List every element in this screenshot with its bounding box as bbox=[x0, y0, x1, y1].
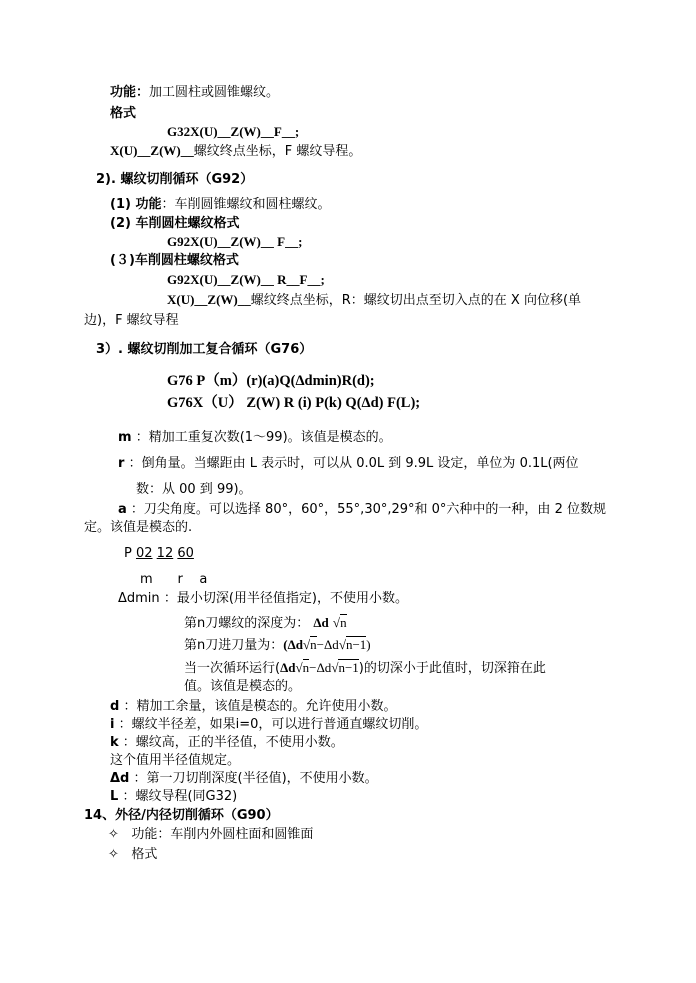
param-r: r ：倒角量。当螺距由 L 表示时，可以从 0.0L 到 9.9L 设定，单位为 0.1L(两位 bbox=[118, 456, 579, 471]
g92-coords-note-cont: 边)，F 螺纹导程 bbox=[84, 313, 179, 328]
param-d: d ：精加工余量，该值是模态的。允许使用小数。 bbox=[110, 699, 397, 714]
formula-clamp-cont: 值。该值是模态的。 bbox=[184, 679, 302, 694]
param-a: a ：刀尖角度。可以选择 80°，60°，55°,30°,29°和 0°六种中的一种，由 2 位数规 bbox=[118, 502, 606, 517]
section-heading-g90: 14、外径/内径切削循环（G90） bbox=[84, 808, 279, 823]
g32-coords-note: X(U)__Z(W)__螺纹终点坐标，F 螺纹导程。 bbox=[110, 143, 362, 159]
g76-format-2: G76X（U） Z(W) R (i) P(k) Q(Δd) F(L); bbox=[167, 395, 421, 411]
section-heading-g92: 2). 螺纹切削循环（G92） bbox=[96, 172, 254, 187]
g90-function: ✧ 功能：车削内外圆柱面和圆锥面 bbox=[108, 827, 314, 842]
param-k-cont: 这个值用半径值规定。 bbox=[110, 753, 241, 768]
diamond-bullet-icon: ✧ bbox=[108, 827, 119, 842]
g32-format: G32X(U)__Z(W)__F__; bbox=[167, 124, 300, 139]
function-line: 功能：加工圆柱或圆锥螺纹。 bbox=[110, 85, 280, 100]
param-m: m ：精加工重复次数(1～99)。该值是模态的。 bbox=[118, 430, 392, 445]
g92-format-2: G92X(U)__Z(W)__ R__F__; bbox=[167, 272, 325, 287]
g76-format-1: G76 P（m）(r)(a)Q(Δdmin)R(d); bbox=[167, 373, 375, 389]
diamond-bullet-icon: ✧ bbox=[108, 847, 119, 862]
formula-depth: 第n刀螺纹的深度为： Δd √n bbox=[184, 615, 347, 631]
g92-subheading-3: (３)车削圆柱螺纹格式 bbox=[110, 253, 239, 268]
param-delta-d: Δd ：第一刀切削深度(半径值)，不使用小数。 bbox=[110, 771, 378, 786]
param-l: L ：螺纹导程(同G32) bbox=[110, 789, 238, 804]
param-dmin: Δdmin ：最小切深(用半径值指定)，不使用小数。 bbox=[118, 591, 408, 606]
param-a-cont: 定。该值是模态的. bbox=[84, 520, 193, 535]
p-example-legend: m r a bbox=[140, 572, 208, 587]
formula-clamp: 当一次循环运行(Δd√n−Δd√n−1)的切深小于此值时，切深箝在此 bbox=[184, 660, 546, 676]
formula-feed: 第n刀进刀量为：(Δd√n−Δd√n−1) bbox=[184, 637, 371, 653]
g92-coords-note: X(U)__Z(W)__螺纹终点坐标，R：螺纹切出点至切入点的在 X 向位移(单 bbox=[167, 292, 582, 308]
g92-subheading-2: (2) 车削圆柱螺纹格式 bbox=[110, 216, 240, 231]
param-k: k ：螺纹高，正的半径值，不使用小数。 bbox=[110, 735, 344, 750]
g90-format: ✧ 格式 bbox=[108, 847, 158, 862]
format-heading: 格式 bbox=[110, 106, 137, 121]
g92-format-1: G92X(U)__Z(W)__ F__; bbox=[167, 234, 303, 249]
param-i: i ：螺纹半径差，如果i=0，可以进行普通直螺纹切削。 bbox=[110, 717, 428, 732]
param-r-cont: 数：从 00 到 99)。 bbox=[136, 482, 252, 497]
g92-function: (1) 功能：车削圆锥螺纹和圆柱螺纹。 bbox=[110, 197, 331, 212]
section-heading-g76: 3）. 螺纹切削加工复合循环（G76） bbox=[96, 342, 313, 357]
p-example: P 02 12 60 bbox=[124, 546, 194, 561]
